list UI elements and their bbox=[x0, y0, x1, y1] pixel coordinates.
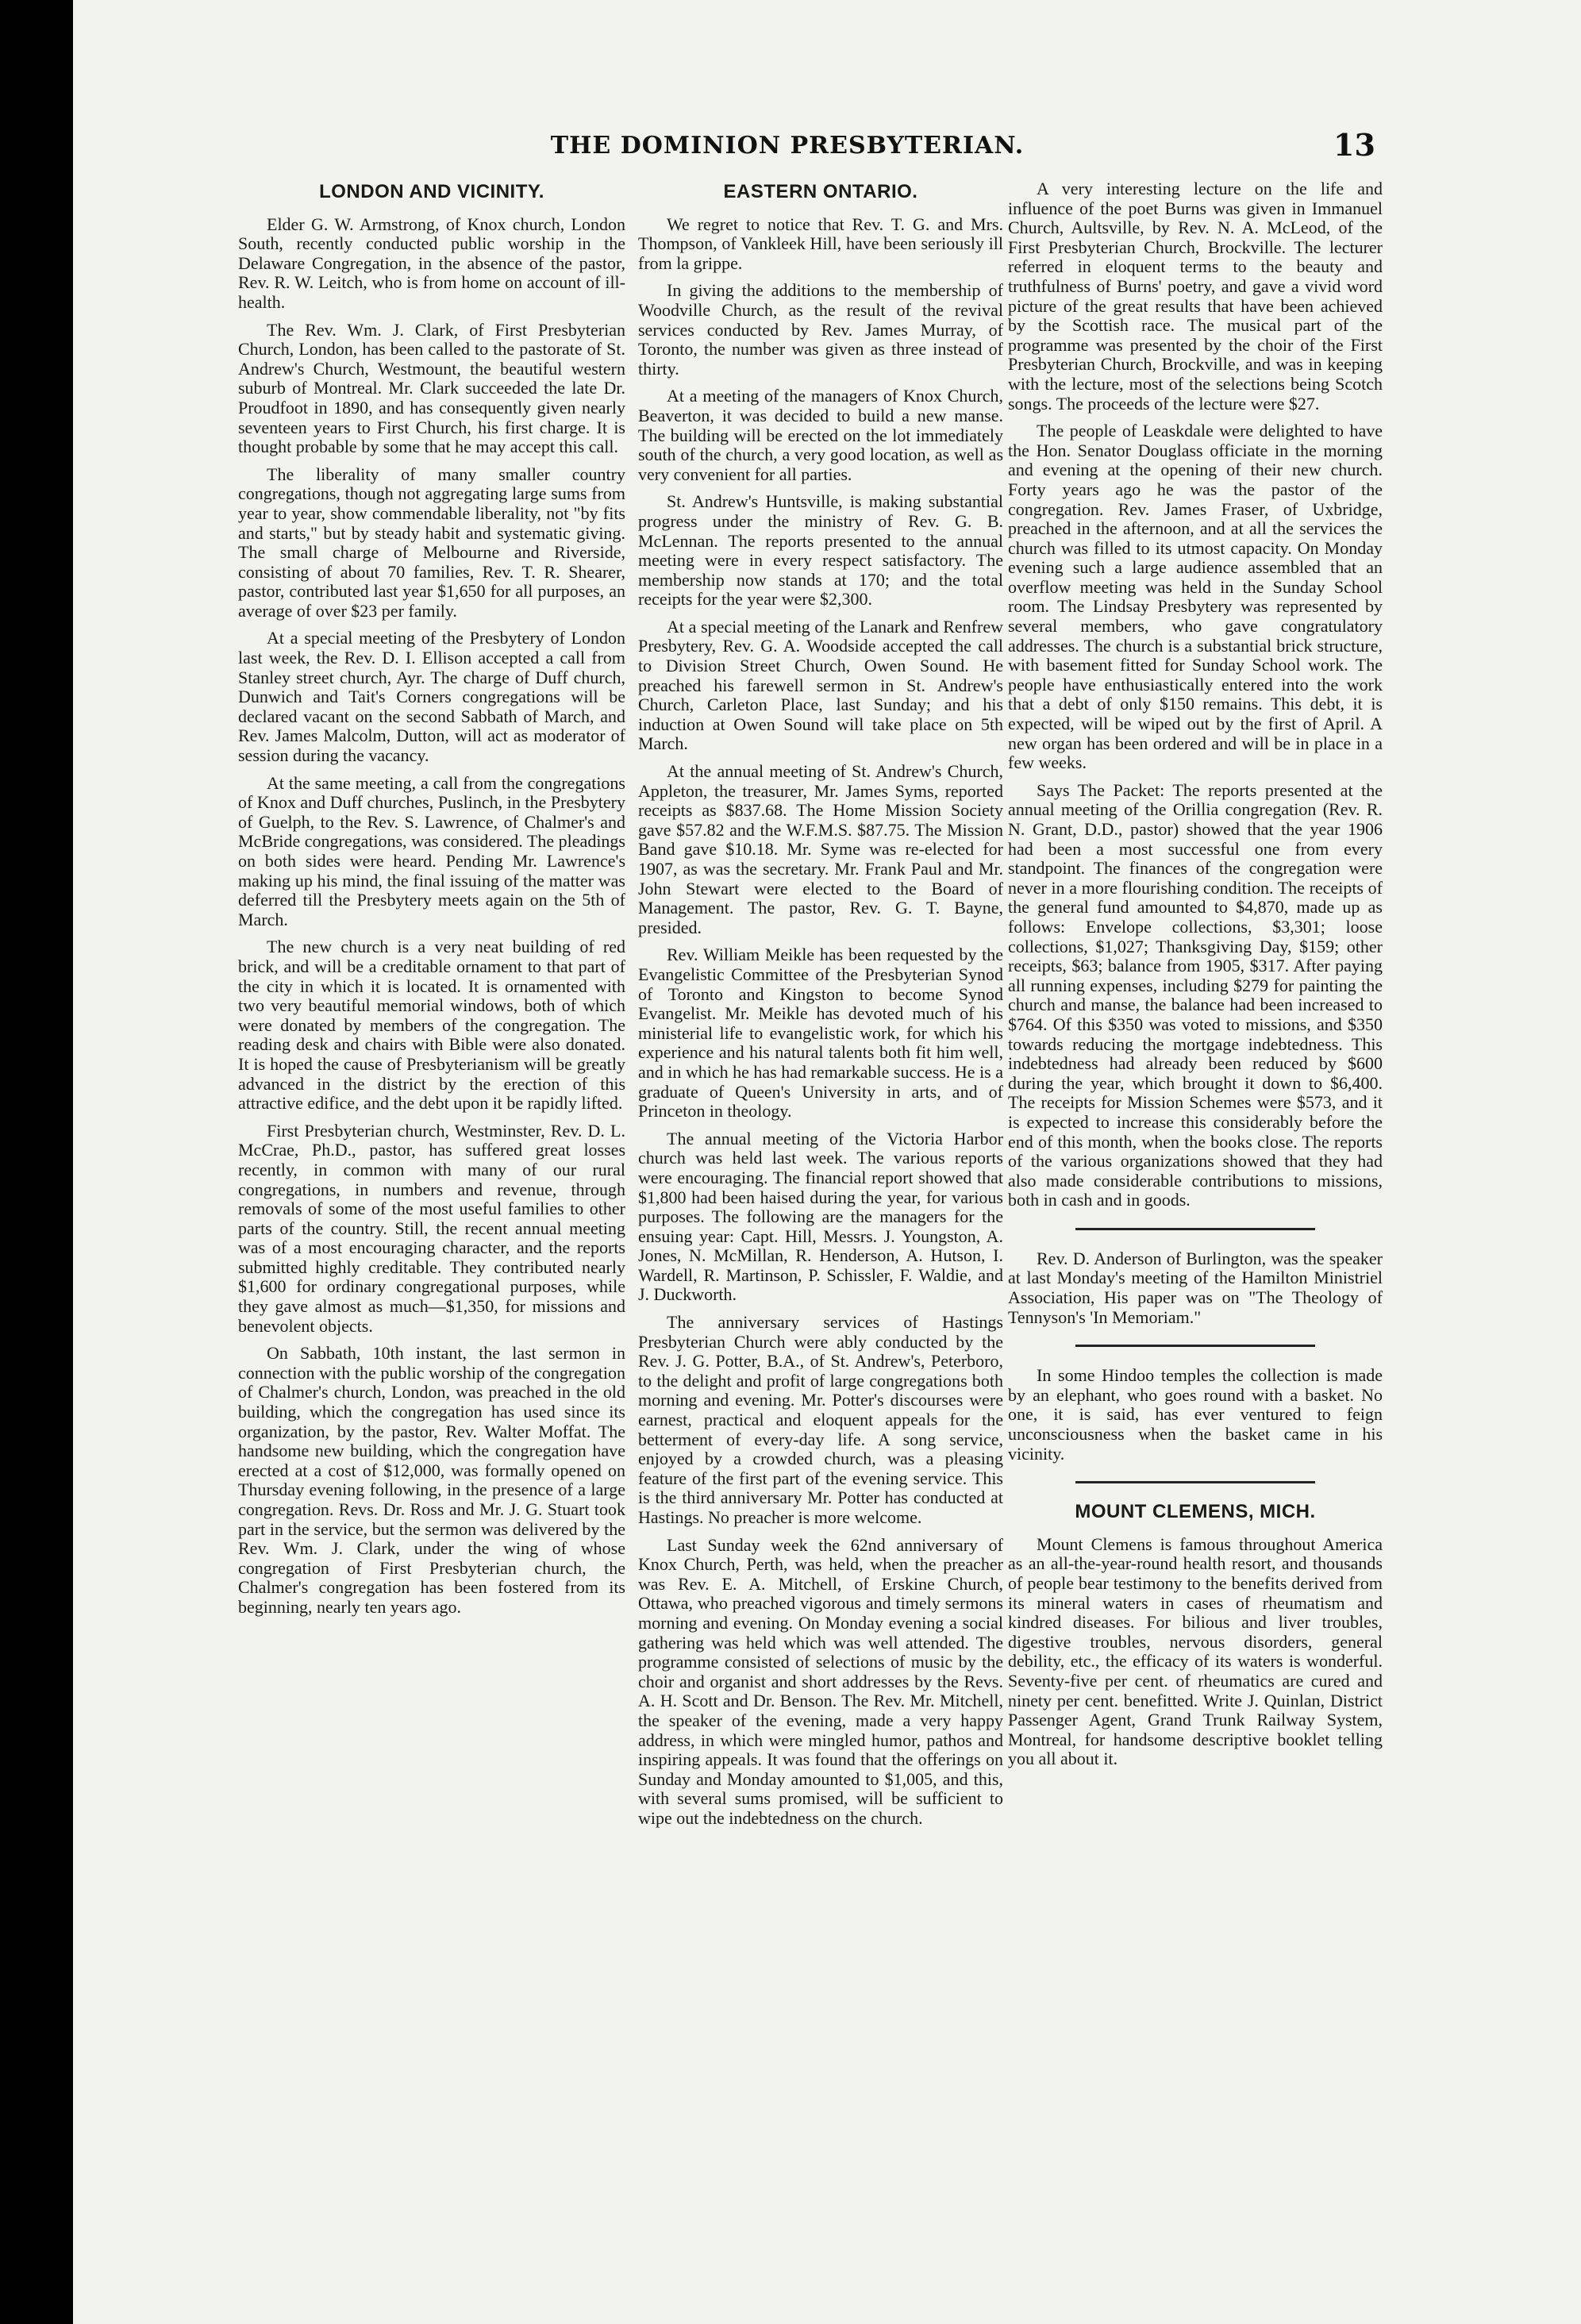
article-paragraph: The liberality of many smaller country congregations, though not aggregating large sums from year to year, show commendable liberality, not "by fits and starts," but by steady habit and systematic giving. The small charge of Melbourne and Riverside, consisting of about 70 families, Rev. T. R. Shearer, pastor, contributed last year $1,650 for all purposes, an average of over $23 per family. bbox=[238, 464, 625, 621]
section-heading: EASTERN ONTARIO. bbox=[723, 181, 918, 202]
article-paragraph: At the annual meeting of St. Andrew's Church, Appleton, the treasurer, Mr. James Syms, reported receipts as $837.68. The Home Mission Society gave $57.82 and the W.F.M.S. $87.75. The Mission Band gave $10.18. Mr. Syme was re-elected for 1907, as was the secretary. Mr. Frank Paul and Mr. John Stewart were elected to the Board of Management. The pastor, Rev. G. T. Bayne, presided. bbox=[638, 761, 1003, 937]
article-paragraph: Last Sunday week the 62nd anniversary of Knox Church, Perth, was held, when the preacher was Rev. E. A. Mitchell, of Erskine Church, Ottawa, who preached vigorous and timely sermons morning and evening. On Monday evening a social gathering was held which was well attended. The programme consisted of selections of music by the choir and organist and short addresses by the Revs. A. H. Scott and Dr. Benson. The Rev. Mr. Mitchell, the speaker of the evening, made a very happy address, in which were mingled humor, pathos and inspiring appeals. It was found that the offerings on Sunday and Monday amounted to $1,005, and this, with several sums promised, will be sufficient to wipe out the indebtedness on the church. bbox=[638, 1534, 1003, 1828]
divider-rule bbox=[1075, 1481, 1315, 1483]
article-paragraph: Mount Clemens is famous throughout America as an all-the-year-round health resort, and thousands of people bear testimony to the benefits derived from its mineral waters in cases of rheumatism and kindred diseases. For bilious and liver troubles, digestive troubles, nervous disorders, general debility, etc., the efficacy of its waters is wonderful. Seventy-five per cent. of rheumatics are cured and ninety per cent. benefitted. Write J. Quinlan, District Passenger Agent, Grand Trunk Railway System, Montreal, for handsome descriptive booklet telling you all about it. bbox=[1008, 1533, 1383, 1769]
article-body bbox=[1008, 1535, 1383, 1769]
article-body bbox=[1008, 1366, 1383, 1464]
section-heading: LONDON AND VICINITY. bbox=[319, 181, 544, 202]
article-paragraph: In giving the additions to the membership of Woodville Church, as the result of the revival services conducted by Rev. James Murray, of Toronto, the number was given as three instead of thirty. bbox=[638, 280, 1003, 379]
column-eastern-ontario bbox=[638, 179, 1003, 1837]
article-paragraph: The people of Leaskdale were delighted to have the Hon. Senator Douglass officiate in the morning and evening at the opening of their new church. Forty years ago he was the pastor of the congregation. Rev. James Fraser, of Uxbridge, preached in the afternoon, and at all the services the church was filled to its utmost capacity. On Monday evening such a large audience assembled that an overflow meeting was held in the Sunday School room. The Lindsay Presbytery was represented by several members, who gave congratulatory addresses. The church is a substantial brick structure, with basement fitted for Sunday School work. The people have enthusiastically entered into the work that a debt of only $150 remains. This debt, it is expected, will be wiped out by the first of April. A new organ has been ordered and will be in place in a few weeks. bbox=[1008, 421, 1383, 773]
article-paragraph: Rev. D. Anderson of Burlington, was the speaker at last Monday's meeting of the Hamilton Ministriel Association, His paper was on "The Theology of Tennyson's 'In Memoriam." bbox=[1008, 1248, 1383, 1327]
article-paragraph: We regret to notice that Rev. T. G. and Mrs. Thompson, of Vankleek Hill, have been seriously ill from la grippe. bbox=[638, 214, 1003, 273]
column-three bbox=[1008, 179, 1383, 1777]
section-heading: MOUNT CLEMENS, MICH. bbox=[1075, 1501, 1316, 1523]
article-paragraph: The annual meeting of the Victoria Harbor church was held last week. The various reports were encouraging. The financial report showed that $1,800 had been haised during the year, for various purposes. The following are the managers for the ensuing year: Capt. Hill, Messrs. J. Youngston, A. Jones, N. McMillan, R. Henderson, A. Hutson, I. Wardell, R. Martinson, P. Schissler, F. Waldie, and J. Duckworth. bbox=[638, 1128, 1003, 1305]
divider-rule bbox=[1075, 1228, 1315, 1230]
article-paragraph: The anniversary services of Hastings Presbyterian Church were ably conducted by the Rev. J. G. Potter, B.A., of St. Andrew's, Peterboro, to the delight and profit of large congregations both morning and evening. Mr. Potter's discourses were earnest, practical and eloquent appeals for the betterment of every-day life. A song service, enjoyed by a crowded church, was a pleasing feature of the first part of the evening service. This is the third anniversary Mr. Potter has conducted at Hastings. No preacher is more welcome. bbox=[638, 1312, 1003, 1527]
article-paragraph: Elder G. W. Armstrong, of Knox church, London South, recently conducted public worship in the Delaware Congregation, in the absence of the pastor, Rev. R. W. Leitch, who is from home on account of ill-health. bbox=[238, 214, 625, 312]
column-london-and-vicinity bbox=[238, 179, 625, 1626]
article-paragraph: The Rev. Wm. J. Clark, of First Presbyterian Church, London, has been called to the pastorate of St. Andrew's Church, Westmount, the beautiful western suburb of Montreal. Mr. Clark succeeded the late Dr. Proudfoot in 1890, and has consequently given nearly seventeen years to First Church, his first charge. It is thought probable by some that he may accept this call. bbox=[238, 319, 625, 457]
article-body bbox=[1008, 1249, 1383, 1327]
article-body bbox=[238, 215, 625, 1618]
divider-rule bbox=[1075, 1345, 1315, 1347]
article-paragraph: At the same meeting, a call from the congregations of Knox and Duff churches, Puslinch, in the Presbytery of Guelph, to the Rev. S. Lawrence, of Chalmer's and McBride congregations, was considered. The pleadings on both sides were heard. Pending Mr. Lawrence's making up his mind, the final issuing of the matter was deferred till the Presbytery meets again on the 5th of March. bbox=[238, 772, 625, 929]
article-paragraph: At a special meeting of the Presbytery of London last week, the Rev. D. I. Ellison accepted a call from Stanley street church, Ayr. The charge of Duff church, Dunwich and Tait's Corners congregations will be declared vacant on the second Sabbath of March, and Rev. James Malcolm, Dutton, will act as moderator of session during the vacancy. bbox=[238, 628, 625, 766]
article-paragraph: On Sabbath, 10th instant, the last sermon in connection with the public worship of the congregation of Chalmer's church, London, was preached in the old building, which the congregation has used since its organization, by the pastor, Rev. Walter Moffat. The handsome new building, which the congregation have erected at a cost of $12,000, was formally opened on Thursday evening following, in the presence of a large congregation. Revs. Dr. Ross and Mr. J. G. Stuart took part in the service, but the sermon was delivered by the Rev. Wm. J. Clark, under the wing of whose congregation of First Presbyterian church, the Chalmer's congregation has been fostered from its beginning, nearly ten years ago. bbox=[238, 1343, 625, 1617]
article-paragraph: At a special meeting of the Lanark and Renfrew Presbytery, Rev. G. A. Woodside accepted the call to Division Street Church, Owen Sound. He preached his farewell sermon in St. Andrew's Church, Carleton Place, last Sunday; and his induction at Owen Sound will take place on 5th March. bbox=[638, 616, 1003, 754]
article-body bbox=[638, 215, 1003, 1829]
masthead: THE DOMINION PRESBYTERIAN. bbox=[550, 132, 1025, 160]
article-paragraph: The new church is a very neat building of red brick, and will be a creditable ornament to that part of the city in which it is located. It is ornamented with two very beautiful memorial windows, both of which were donated by members of the congregation. The reading desk and chairs with Bible were also donated. It is hoped the cause of Presbyterianism will be greatly advanced in the district by the erection of this attractive edifice, and the debt upon it be rapidly lifted. bbox=[238, 937, 625, 1114]
newspaper-page bbox=[73, 0, 1581, 2324]
article-paragraph: Rev. William Meikle has been requested by the Evangelistic Committee of the Presbyterian Synod of Toronto and Kingston to become Synod Evangelist. Mr. Meikle has devoted much of his ministerial life to evangelistic work, for which his experience and his natural talents both fit him well, and in which he has had remarkable success. He is a graduate of Queen's University in arts, and of Princeton in theology. bbox=[638, 945, 1004, 1122]
article-paragraph: Says The Packet: The reports presented at the annual meeting of the Orillia congregation (Rev. R. N. Grant, D.D., pastor) showed that the year 1906 had been a most successful one from every standpoint. The finances of the congregation were never in a more flourishing condition. The receipts of the general fund amounted to $4,870, made up as follows: Envelope collections, $3,301; loose collections, $1,027; Thanksgiving Day, $159; other receipts, $63; balance from 1905, $317. After paying all running expenses, including $279 for painting the church and manse, the balance had been increased to $764. Of this $350 was voted to missions, and $350 towards reducing the mortgage indebtedness. This indebtedness had already been reduced by $600 during the year, which brought it down to $6,400. The receipts for Mission Schemes were $573, and it is expected to increase this considerably before the end of this month, when the books close. The reports of the various organizations showed that they had also made considerable contributions to missions, both in cash and in goods. bbox=[1008, 779, 1383, 1210]
article-paragraph: At a meeting of the managers of Knox Church, Beaverton, it was decided to build a new manse. The building will be erected on the lot immediately south of the church, a very good location, as well as very convenient for all parties. bbox=[638, 386, 1003, 484]
article-paragraph: A very interesting lecture on the life and influence of the poet Burns was given in Immanuel Church, Aultsville, by Rev. N. A. McLeod, of the First Presbyterian Church, Brockville. The lecturer referred in eloquent terms to the beauty and truthfulness of Burns' poetry, and gave a vivid word picture of the great results that have been achieved by the Scottish race. The musical part of the programme was presented by the choir of the First Presbyterian Church, Brockville, and was in keeping with the lecture, most of the selections being Scotch songs. The proceeds of the lecture were $27. bbox=[1008, 179, 1383, 414]
article-paragraph: First Presbyterian church, Westminster, Rev. D. L. McCrae, Ph.D., pastor, has suffered great losses recently, in common with many of our rural congregations, in numbers and revenue, through removals of some of the most useful families to other parts of the country. Still, the recent annual meeting was of a most encouraging character, and the reports submitted highly creditable. They contributed nearly $1,600 for ordinary congregational purposes, while they gave almost as much—$1,350, for missions and benevolent objects. bbox=[238, 1120, 625, 1336]
page-number: 13 bbox=[1333, 127, 1375, 163]
article-paragraph: In some Hindoo temples the collection is made by an elephant, who goes round with a basket. No one, it is said, has ever ventured to feign unconsciousness when the basket came in his vicinity. bbox=[1008, 1365, 1383, 1464]
article-body bbox=[1008, 179, 1383, 1210]
article-paragraph: St. Andrew's Huntsville, is making substantial progress under the ministry of Rev. G. B. McLennan. The reports presented to the annual meeting were in every respect satisfactory. The membership now stands at 170; and the total receipts for the year were $2,300. bbox=[638, 491, 1003, 610]
